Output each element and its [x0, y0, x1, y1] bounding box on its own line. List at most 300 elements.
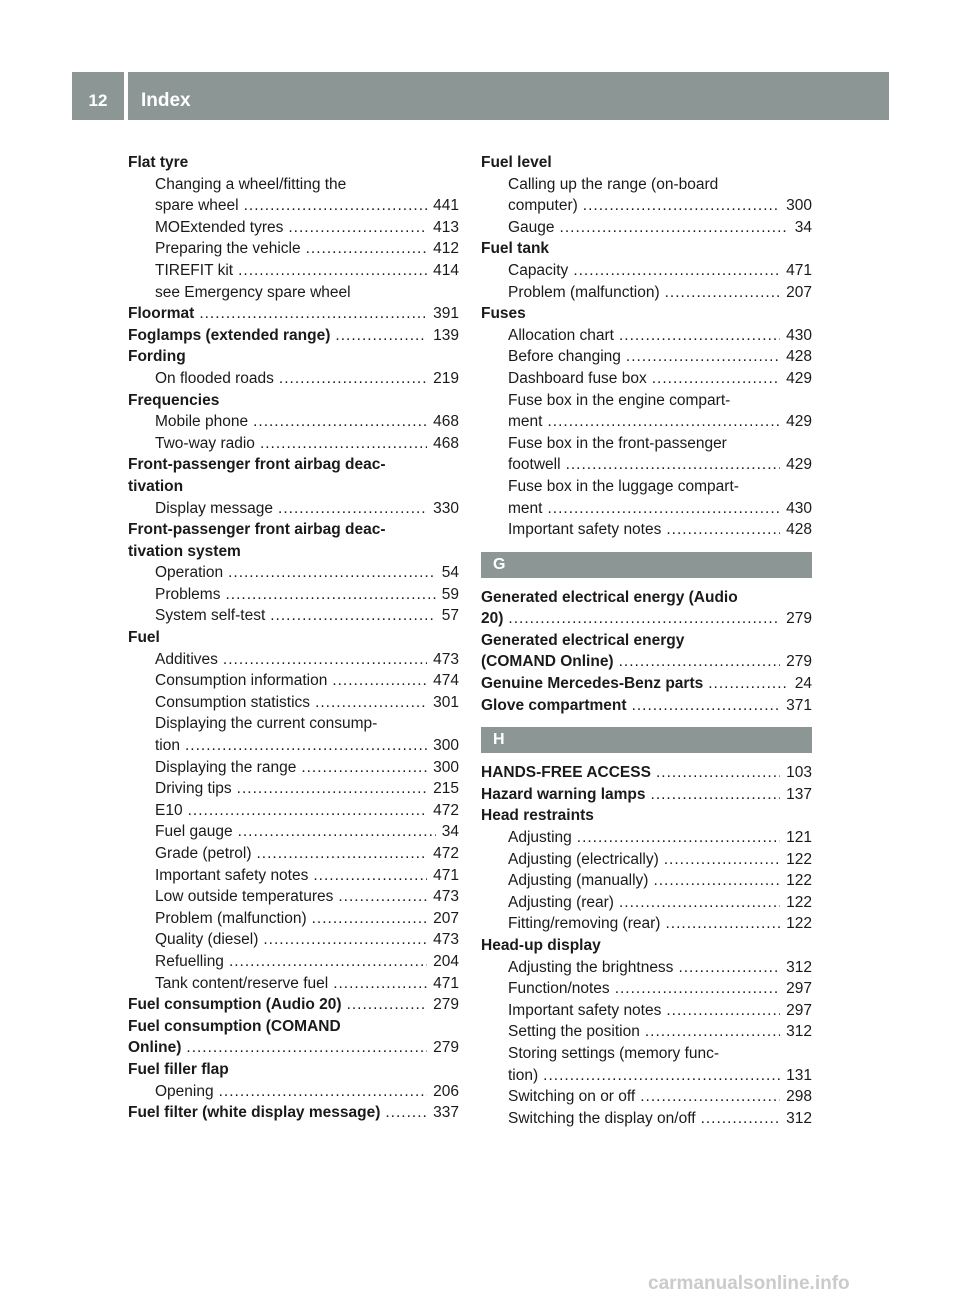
index-entry [481, 608, 812, 630]
page-reference: 279 [786, 653, 812, 671]
dot-leader [186, 1037, 427, 1059]
dot-leader [333, 973, 427, 995]
entry-label: Fuel filter (white display message) [128, 1104, 381, 1122]
index-subentry [128, 217, 459, 239]
dot-leader [263, 929, 427, 951]
index-entry [481, 695, 812, 717]
index-subentry [128, 692, 459, 714]
dot-leader [219, 1081, 428, 1103]
page-reference: 413 [433, 218, 459, 236]
page-reference: 122 [786, 850, 812, 868]
dot-leader [338, 886, 427, 908]
dot-leader [332, 670, 427, 692]
dot-leader [237, 778, 427, 800]
page-reference: 312 [786, 1109, 812, 1127]
entry-label: Gauge [508, 218, 555, 236]
index-subentry [481, 519, 812, 541]
dot-leader [313, 865, 427, 887]
index-subentry [481, 1086, 812, 1108]
page-reference: 122 [786, 872, 812, 890]
page-reference: 34 [441, 823, 459, 841]
index-subentry [128, 649, 459, 671]
index-column-right [481, 152, 812, 1129]
entry-label: tion [155, 737, 180, 755]
page-reference: 473 [433, 931, 459, 949]
page-reference: 137 [786, 785, 812, 803]
dot-leader [701, 1108, 781, 1130]
page-reference: 471 [433, 866, 459, 884]
entry-label: computer) [508, 197, 578, 215]
index-subentry [128, 886, 459, 908]
page-reference: 430 [786, 326, 812, 344]
page-reference: 312 [786, 958, 812, 976]
page-reference: 279 [433, 996, 459, 1014]
index-entry [481, 935, 812, 957]
index-subentry [481, 870, 812, 892]
index-subentry [128, 282, 459, 304]
index-subentry [128, 174, 459, 196]
page-reference: 215 [433, 780, 459, 798]
index-subentry [481, 1000, 812, 1022]
entry-label: Fording [128, 348, 186, 366]
dot-leader [566, 454, 781, 476]
entry-label: Foglamps (extended range) [128, 326, 331, 344]
dot-leader [656, 762, 780, 784]
page-reference: 414 [433, 261, 459, 279]
index-subentry [481, 1065, 812, 1087]
index-subentry [481, 346, 812, 368]
page-reference: 337 [433, 1104, 459, 1122]
entry-label: Displaying the range [155, 758, 297, 776]
entry-label: Grade (petrol) [155, 845, 252, 862]
entry-label: Fuel consumption (Audio 20) [128, 996, 342, 1014]
index-entry [481, 784, 812, 806]
entry-label: Additives [155, 650, 218, 668]
page-reference: 472 [433, 801, 459, 819]
page-reference: 429 [786, 369, 812, 387]
page-reference: 430 [786, 499, 812, 517]
entry-label: Fuse box in the engine compart- [508, 391, 731, 409]
page-reference: 472 [433, 845, 459, 862]
entry-label: ment [508, 499, 543, 517]
index-entry [481, 587, 812, 609]
entry-label: Operation [155, 564, 224, 582]
entry-label: Driving tips [155, 780, 232, 798]
entry-label: Fuel tank [481, 240, 550, 258]
index-subentry [128, 411, 459, 433]
entry-label: Head-up display [481, 937, 601, 954]
header-bar [72, 72, 889, 120]
page-reference: 279 [433, 1039, 459, 1057]
index-entry [481, 651, 812, 673]
page-reference: 122 [786, 893, 812, 911]
index-subentry [481, 260, 812, 282]
index-column-left [128, 152, 459, 1124]
index-subentry [128, 433, 459, 455]
page-reference: 207 [433, 909, 459, 927]
index-entry [128, 325, 459, 347]
index-subentry [481, 978, 812, 1000]
footer-watermark: carmanualsonline.info [648, 1273, 850, 1294]
entry-label: Mobile phone [155, 413, 249, 431]
entry-label: Adjusting [508, 829, 572, 847]
entry-label: On flooded roads [155, 369, 274, 387]
entry-label: Generated electrical energy [481, 631, 685, 649]
entry-label: Frequencies [128, 391, 220, 409]
index-subentry [128, 951, 459, 973]
dot-leader [253, 411, 427, 433]
index-entry [481, 303, 812, 325]
index-subentry [128, 368, 459, 390]
dot-leader [244, 195, 428, 217]
entry-label: tion) [508, 1066, 539, 1084]
entry-label: Problem (malfunction) [155, 909, 307, 927]
index-subentry [481, 390, 812, 412]
page-reference: 473 [433, 888, 459, 906]
dot-leader [199, 303, 427, 325]
index-subentry [128, 713, 459, 735]
entry-label: Switching on or off [508, 1088, 636, 1106]
page-reference: 301 [433, 693, 459, 711]
entry-label: Function/notes [508, 980, 610, 998]
index-subentry [481, 174, 812, 196]
dot-leader [619, 892, 780, 914]
index-entry [128, 1059, 459, 1081]
dot-leader [278, 498, 427, 520]
index-entry [128, 1102, 459, 1124]
index-subentry [128, 260, 459, 282]
index-subentry [128, 498, 459, 520]
index-entry [481, 238, 812, 260]
entry-label: Adjusting (electrically) [508, 850, 659, 868]
dot-leader [666, 1000, 780, 1022]
entry-label: Switching the display on/off [508, 1109, 696, 1127]
index-subentry [481, 368, 812, 390]
entry-label: Fuel filler flap [128, 1060, 229, 1078]
index-subentry [481, 195, 812, 217]
entry-label: footwell [508, 456, 561, 474]
page-reference: 371 [786, 696, 812, 714]
dot-leader [665, 282, 781, 304]
header-divider [124, 72, 128, 120]
index-entry [481, 762, 812, 784]
dot-leader [508, 608, 780, 630]
dot-leader [225, 584, 435, 606]
index-subentry [481, 454, 812, 476]
dot-leader [288, 217, 427, 239]
dot-leader [347, 994, 428, 1016]
dot-leader [385, 1102, 427, 1124]
entry-label: Fuses [481, 305, 526, 323]
dot-leader [543, 1065, 780, 1087]
dot-leader [547, 411, 780, 433]
page-reference: 412 [433, 240, 459, 258]
entry-label: Allocation chart [508, 326, 614, 344]
entry-label: Important safety notes [508, 521, 662, 539]
index-subentry [128, 1081, 459, 1103]
page-reference: 312 [786, 1023, 812, 1041]
entry-label: Calling up the range (on-board [508, 175, 719, 193]
dot-leader [651, 784, 781, 806]
index-entry [128, 994, 459, 1016]
page-reference: 474 [433, 672, 459, 690]
entry-label: Front-passenger front airbag deac- [128, 456, 386, 474]
index-subentry [128, 865, 459, 887]
dot-leader [626, 346, 780, 368]
index-subentry [481, 913, 812, 935]
index-subentry [481, 1043, 812, 1065]
index-entry [128, 152, 459, 174]
entry-label: Capacity [508, 261, 569, 279]
entry-label: Genuine Mercedes-Benz parts [481, 675, 704, 693]
dot-leader [619, 651, 781, 673]
dot-leader [260, 433, 427, 455]
dot-leader [301, 757, 427, 779]
index-subentry [128, 843, 459, 865]
dot-leader [547, 498, 780, 520]
entry-label: Head restraints [481, 807, 594, 825]
page-reference: 441 [433, 197, 459, 215]
entry-label: (COMAND Online) [481, 653, 614, 671]
entry-label: Fuel level [481, 154, 552, 171]
index-subentry [128, 757, 459, 779]
page-reference: 391 [433, 305, 459, 323]
entry-label: Low outside temperatures [155, 888, 334, 906]
page-reference: 297 [786, 980, 812, 998]
page-reference: 428 [786, 521, 812, 539]
page-reference: 471 [433, 974, 459, 992]
entry-label: Preparing the vehicle [155, 240, 301, 258]
index-entry [128, 541, 459, 563]
entry-label: Tank content/reserve fuel [155, 974, 329, 992]
index-subentry [481, 1108, 812, 1130]
index-subentry [481, 849, 812, 871]
page-reference: 206 [433, 1082, 459, 1100]
entry-label: Adjusting (rear) [508, 893, 614, 911]
dot-leader [223, 649, 427, 671]
index-subentry [128, 908, 459, 930]
index-subentry [481, 411, 812, 433]
entry-label: 20) [481, 610, 504, 628]
dot-leader [256, 843, 427, 865]
index-subentry [128, 735, 459, 757]
dot-leader [708, 673, 789, 695]
page-reference: 54 [441, 564, 459, 582]
page-reference: 59 [441, 585, 459, 603]
page-reference: 330 [433, 499, 459, 517]
dot-leader [577, 827, 780, 849]
dot-leader [665, 913, 780, 935]
entry-label: Refuelling [155, 952, 224, 970]
page-reference: 300 [786, 197, 812, 215]
page-number: 12 [88, 91, 108, 110]
entry-label: Important safety notes [508, 1001, 662, 1019]
index-entry [128, 303, 459, 325]
entry-label: TIREFIT kit [155, 261, 234, 279]
index-entry [128, 346, 459, 368]
page-reference: 207 [786, 283, 812, 301]
entry-label: Flat tyre [128, 154, 189, 171]
index-subentry [481, 217, 812, 239]
dot-leader [678, 957, 780, 979]
page-reference: 429 [786, 456, 812, 474]
index-subentry [128, 973, 459, 995]
dot-leader [615, 978, 780, 1000]
page-reference: 428 [786, 348, 812, 366]
entry-label: Dashboard fuse box [508, 369, 647, 387]
entry-label: Fuse box in the luggage compart- [508, 477, 739, 495]
entry-label: System self-test [155, 607, 266, 625]
dot-leader [640, 1086, 780, 1108]
index-subentry [481, 957, 812, 979]
entry-label: Changing a wheel/fitting the [155, 175, 347, 193]
index-entry [128, 1016, 459, 1038]
page-reference: 468 [433, 413, 459, 431]
page-reference: 300 [433, 737, 459, 755]
dot-leader [238, 260, 427, 282]
index-entry [128, 1037, 459, 1059]
entry-label: Storing settings (memory func- [508, 1044, 720, 1062]
page-reference: 24 [794, 675, 812, 693]
entry-label: Two-way radio [155, 434, 255, 452]
dot-leader [664, 849, 780, 871]
index-subentry [128, 929, 459, 951]
entry-label: Setting the position [508, 1023, 640, 1041]
index-subentry [481, 498, 812, 520]
dot-leader [312, 908, 428, 930]
dot-leader [185, 735, 427, 757]
index-subentry [481, 1021, 812, 1043]
dot-leader [583, 195, 780, 217]
index-subentry [128, 670, 459, 692]
entry-label: Adjusting (manually) [508, 872, 649, 890]
index-entry [128, 519, 459, 541]
page-reference: 139 [433, 326, 459, 344]
entry-label: Fuse box in the front-passenger [508, 434, 727, 452]
entry-label: ment [508, 413, 543, 431]
dot-leader [279, 368, 427, 390]
page-reference: 471 [786, 261, 812, 279]
dot-leader [666, 519, 780, 541]
dot-leader [306, 238, 428, 260]
entry-label: MOExtended tyres [155, 218, 284, 236]
index-subentry [128, 800, 459, 822]
entry-label: Consumption information [155, 672, 328, 690]
index-subentry [481, 476, 812, 498]
index-entry [128, 390, 459, 412]
entry-label: tivation system [128, 542, 241, 560]
entry-label: Floormat [128, 305, 195, 323]
page-reference: 279 [786, 610, 812, 628]
page-reference: 103 [786, 764, 812, 782]
section-header: G [481, 552, 812, 578]
entry-label: Consumption statistics [155, 693, 311, 711]
page-reference: 429 [786, 413, 812, 431]
entry-label: tivation [128, 477, 184, 495]
entry-label: Fuel [128, 629, 160, 647]
dot-leader [270, 605, 436, 627]
entry-label: Adjusting the brightness [508, 958, 674, 976]
index-subentry [481, 282, 812, 304]
dot-leader [238, 821, 436, 843]
index-subentry [128, 584, 459, 606]
entry-label: Fitting/removing (rear) [508, 915, 661, 933]
section-header: H [481, 727, 812, 753]
index-subentry [481, 892, 812, 914]
index-subentry [481, 827, 812, 849]
entry-label: Glove compartment [481, 696, 627, 714]
page-reference: 468 [433, 434, 459, 452]
dot-leader [335, 325, 427, 347]
dot-leader [573, 260, 780, 282]
page-reference: 57 [441, 607, 459, 625]
index-subentry [128, 821, 459, 843]
index-entry [481, 630, 812, 652]
entry-label: Fuel consumption (COMAND [128, 1017, 341, 1035]
page-reference: 34 [794, 218, 812, 236]
index-subentry [128, 238, 459, 260]
entry-label: Display message [155, 499, 274, 517]
dot-leader [228, 562, 436, 584]
index-entry [128, 627, 459, 649]
entry-label: Displaying the current consump- [155, 715, 378, 733]
page-reference: 219 [433, 369, 459, 387]
entry-label: Fuel gauge [155, 823, 233, 841]
dot-leader [229, 951, 427, 973]
page-reference: 204 [433, 952, 459, 970]
index-subentry [128, 605, 459, 627]
page-reference: 297 [786, 1001, 812, 1019]
entry-label: Problems [155, 585, 221, 603]
entry-label: Front-passenger front airbag deac- [128, 521, 386, 539]
dot-leader [645, 1021, 780, 1043]
index-subentry [481, 325, 812, 347]
index-subentry [481, 433, 812, 455]
entry-label: Important safety notes [155, 866, 309, 884]
entry-label: Problem (malfunction) [508, 283, 660, 301]
page-reference: 300 [433, 758, 459, 776]
dot-leader [653, 870, 780, 892]
dot-leader [652, 368, 780, 390]
dot-leader [315, 692, 427, 714]
page-title: Index [141, 90, 191, 111]
entry-label: E10 [155, 801, 183, 819]
index-entry [481, 152, 812, 174]
page-reference: 473 [433, 650, 459, 668]
index-entry [128, 476, 459, 498]
index-entry [128, 454, 459, 476]
entry-label: Generated electrical energy (Audio [481, 588, 738, 606]
index-entry [481, 805, 812, 827]
entry-label: HANDS-FREE ACCESS [481, 764, 651, 782]
dot-leader [632, 695, 781, 717]
entry-label: Before changing [508, 348, 621, 366]
entry-label: Quality (diesel) [155, 931, 259, 949]
page-reference: 122 [786, 915, 812, 933]
entry-label: Hazard warning lamps [481, 785, 646, 803]
page-reference: 298 [786, 1088, 812, 1106]
page-reference: 131 [786, 1066, 812, 1084]
index-subentry [128, 195, 459, 217]
page-reference: 121 [786, 829, 812, 847]
index-subentry [128, 562, 459, 584]
entry-label: spare wheel [155, 197, 239, 215]
entry-label: Opening [155, 1082, 214, 1100]
dot-leader [560, 217, 789, 239]
dot-leader [619, 325, 780, 347]
dot-leader [188, 800, 428, 822]
entry-label: see Emergency spare wheel [155, 283, 351, 301]
